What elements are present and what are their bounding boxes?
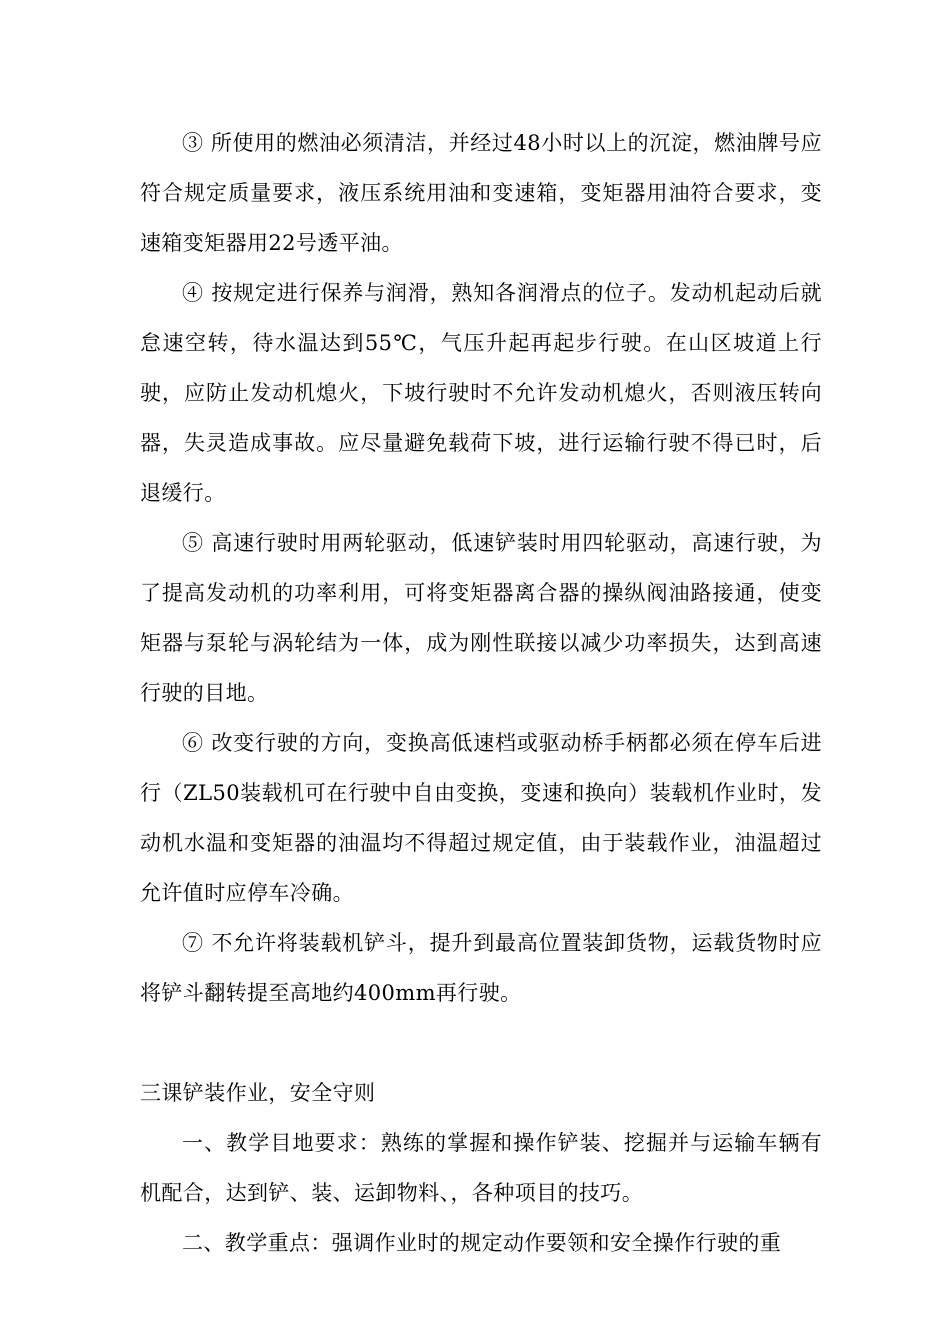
- section-item-objectives: 一、教学目地要求：熟练的掌握和操作铲装、挖掘并与运输车辆有机配合，达到铲、装、运卸物料、，各种项目的技巧。: [140, 1131, 822, 1205]
- section-item-key-points: 二、教学重点：强调作业时的规定动作要领和安全操作行驶的重: [182, 1231, 782, 1255]
- paragraph-fuel: ③ 所使用的燃油必须清洁，并经过48小时以上的沉淀，燃油牌号应符合规定质量要求，液压系统用油和变速箱，变矩器用油符合要求，变速箱变矩器用22号透平油。: [140, 131, 822, 255]
- section-title: 三课铲装作业，安全守则: [140, 1081, 376, 1105]
- paragraph-drive-mode: ⑤ 高速行驶时用两轮驱动，低速铲装时用四轮驱动，高速行驶，为了提高发动机的功率利用，可将变矩器离合器的操纵阀油路接通，使变矩器与泵轮与涡轮结为一体，成为刚性联接以减少功率损失，达到高速行驶的目地。: [140, 531, 822, 705]
- paragraph-maintenance: ④ 按规定进行保养与润滑，熟知各润滑点的位子。发动机起动后就怠速空转，待水温达到55℃，气压升起再起步行驶。在山区坡道上行驶，应防止发动机熄火，下坡行驶时不允许发动机熄火，否则液压转向器，失灵造成事故。应尽量避免载荷下坡，进行运输行驶不得已时，后退缓行。: [140, 281, 822, 505]
- document-body: [140, 118, 822, 1268]
- paragraph-bucket: ⑦ 不允许将装载机铲斗，提升到最高位置装卸货物，运载货物时应将铲斗翻转提至高地约400mm再行驶。: [140, 931, 822, 1005]
- paragraph-direction-change: ⑥ 改变行驶的方向，变换高低速档或驱动桥手柄都必须在停车后进行（ZL50装载机可在行驶中自由变换，变速和换向）装载机作业时，发动机水温和变矩器的油温均不得超过规定值，由于装载作业，油温超过允许值时应停车冷确。: [140, 731, 822, 905]
